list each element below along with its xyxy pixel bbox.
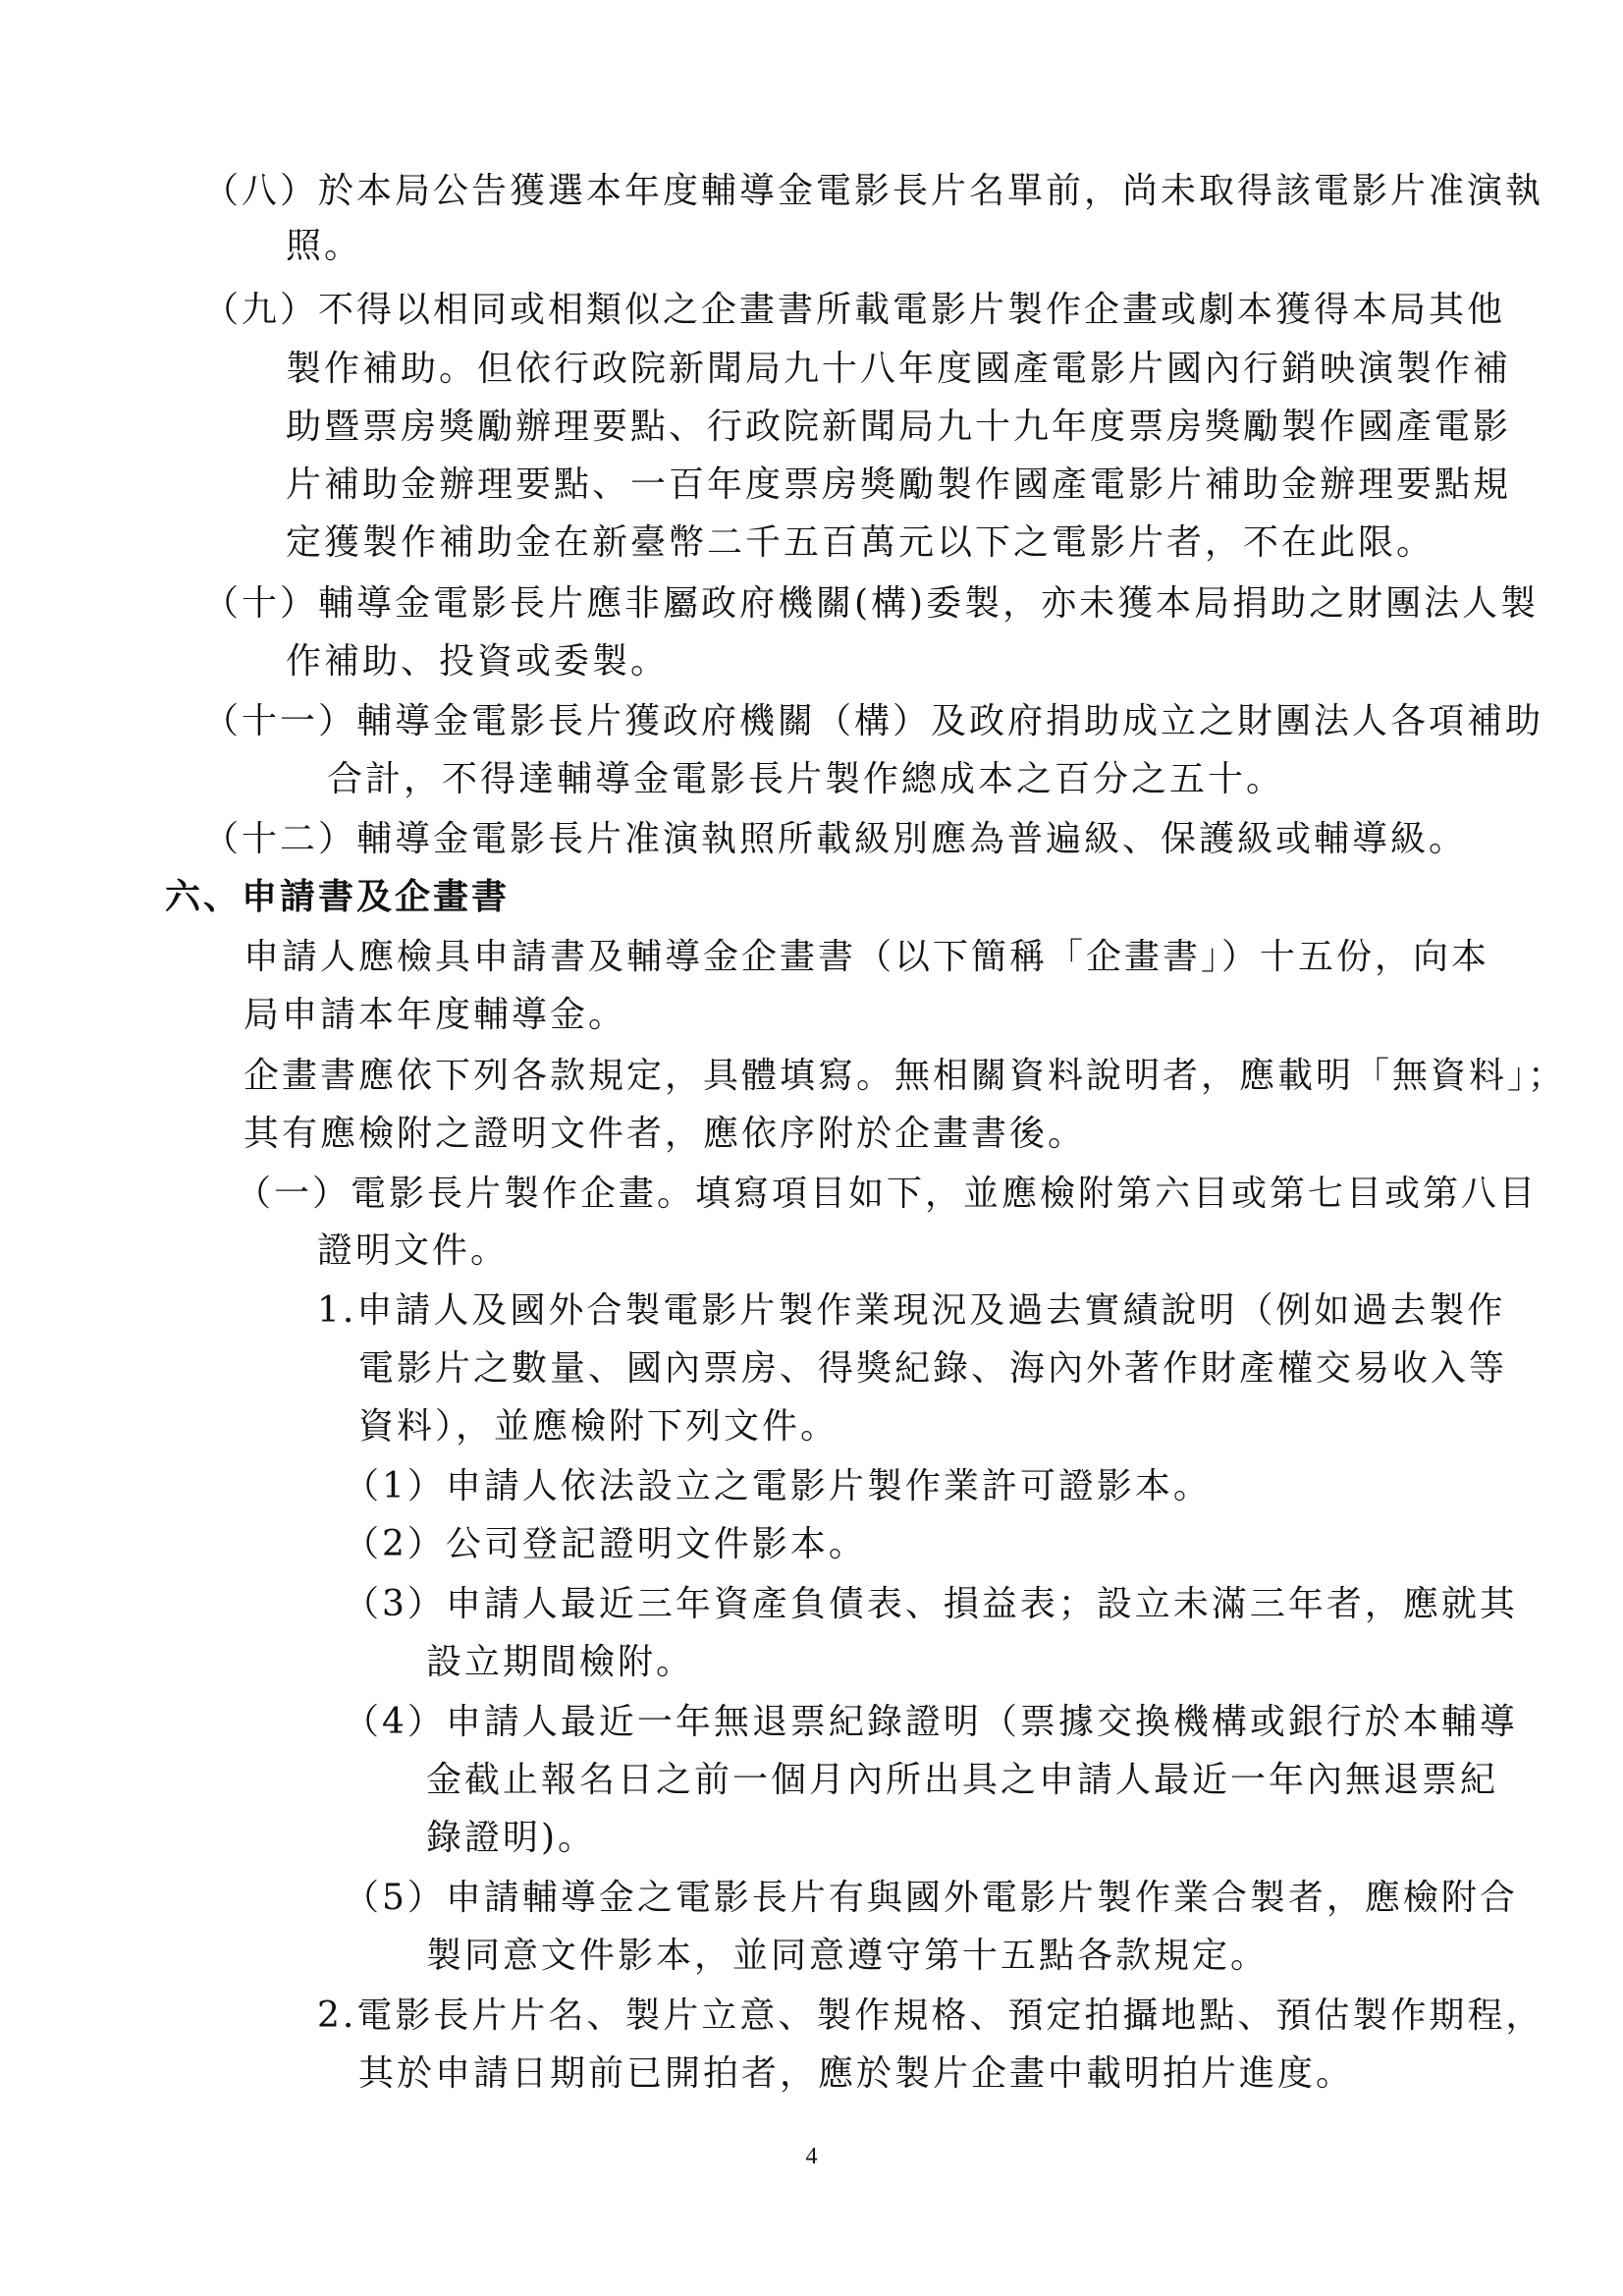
item-9-line2: 製作補助。但依行政院新聞局九十八年度國產電影片國內行銷映演製作補: [286, 349, 1512, 389]
doc-5-line1: （5）申請輔導金之電影長片有與國外電影片製作業合製者，應檢附合: [344, 1878, 1518, 1918]
doc-3-line1: （3）申請人最近三年資產負債表、損益表；設立未滿三年者，應就其: [344, 1584, 1518, 1624]
section-6-para2-line2: 其有應檢附之證明文件者，應依序附於企畫書後。: [243, 1114, 1087, 1154]
doc-4-line3: 錄證明)。: [426, 1818, 597, 1858]
subitem-1-line1: （一）電影長片製作企畫。填寫項目如下，並應檢附第六目或第七目或第八目: [236, 1174, 1539, 1214]
item-11-line2: 合計，不得達輔導金電影長片製作總成本之百分之五十。: [327, 759, 1285, 799]
doc-1-line1: （1）申請人依法設立之電影片製作業許可證影本。: [344, 1466, 1212, 1506]
item-11-line1: （十一）輔導金電影長片獲政府機關（構）及政府捐助成立之財團法人各項補助: [203, 701, 1544, 741]
item-10-line2: 作補助、投資或委製。: [286, 641, 670, 682]
section-6-para1-line1: 申請人應檢具申請書及輔導金企畫書（以下簡稱「企畫書」）十五份，向本: [243, 937, 1490, 977]
item-10-line1: （十）輔導金電影長片應非屬政府機關(構)委製，亦未獲本局捐助之財團法人製: [203, 583, 1540, 624]
section-6-para1-line2: 局申請本年度輔導金。: [243, 995, 627, 1035]
section-6-para2-line1: 企畫書應依下列各款規定，具體填寫。無相關資料說明者，應載明「無資料」；: [243, 1056, 1567, 1096]
doc-4-line1: （4）申請人最近一年無退票紀錄證明（票據交換機構或銀行於本輔導: [344, 1702, 1518, 1742]
doc-4-line2: 金截止報名日之前一個月內所出具之申請人最近一年內無退票紀: [426, 1760, 1499, 1800]
point-2-line2: 其於申請日期前已開拍者，應於製片企畫中載明拍片進度。: [358, 2053, 1355, 2094]
doc-5-line2: 製同意文件影本，並同意遵守第十五點各款規定。: [426, 1936, 1270, 1976]
point-1-line2: 電影片之數量、國內票房、得獎紀錄、海內外著作財產權交易收入等: [358, 1348, 1508, 1389]
section-6-heading: 六、申請書及企畫書: [165, 877, 511, 917]
subitem-1-line2: 證明文件。: [317, 1230, 510, 1271]
item-9-line3: 助暨票房獎勵辦理要點、行政院新聞局九十九年度票房獎勵製作國產電影: [286, 407, 1512, 447]
point-1-line1: 1.申請人及國外合製電影片製作業現況及過去實績說明（例如過去製作: [317, 1290, 1506, 1331]
item-9-line4: 片補助金辦理要點、一百年度票房獎勵製作國產電影片補助金辦理要點規: [286, 465, 1512, 505]
page-number: 4: [805, 2144, 818, 2169]
point-1-line3: 資料），並應檢附下列文件。: [358, 1406, 839, 1447]
doc-2-line1: （2）公司登記證明文件影本。: [344, 1524, 867, 1564]
item-9-line1: （九）不得以相同或相類似之企畫書所載電影片製作企畫或劇本獲得本局其他: [203, 290, 1506, 330]
item-9-line5: 定獲製作補助金在新臺幣二千五百萬元以下之電影片者，不在此限。: [286, 522, 1435, 563]
point-2-line1: 2.電影長片片名、製片立意、製作規格、預定拍攝地點、預估製作期程，: [317, 1995, 1544, 2036]
item-12-line1: （十二）輔導金電影長片准演執照所載級別應為普遍級、保護級或輔導級。: [203, 819, 1468, 859]
doc-3-line2: 設立期間檢附。: [426, 1642, 695, 1682]
item-8-line2: 照。: [286, 226, 363, 266]
item-8-line1: （八）於本局公告獲選本年度輔導金電影長片名單前，尚未取得該電影片准演執: [203, 171, 1544, 211]
